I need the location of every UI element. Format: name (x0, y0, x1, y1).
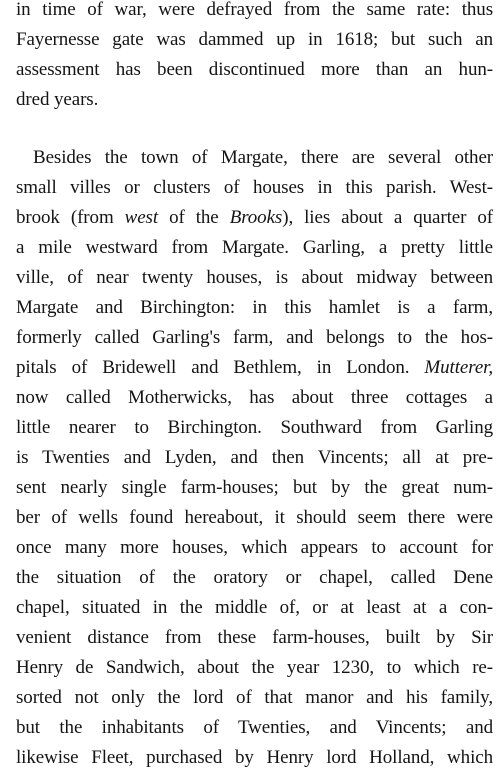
text-line: Fayernesse gate was dammed up in 1618; but such an (16, 29, 493, 50)
text-line: Henry de Sandwich, about the year 1230, to which re- (16, 657, 493, 678)
text-line: is Twenties and Lyden, and then Vincents; all at pre- (16, 447, 493, 468)
text-line: formerly called Garling's farm, and belongs to the hos- (16, 327, 493, 348)
text-line: sent nearly single farm-houses; but by the great num- (16, 477, 493, 498)
text-line: small villes or clusters of houses in this parish. West- (16, 177, 493, 198)
text-line: sorted not only the lord of that manor and his family, (16, 687, 493, 708)
text-line: ville, of near twenty houses, is about midway between (16, 267, 493, 288)
text-line-with-italics: brook (from west of the Brooks), lies about a quarter of (16, 207, 493, 228)
text-line: dred years. (16, 89, 99, 110)
italic-word: Brooks (229, 207, 283, 228)
text-line: now called Motherwicks, has about three cottages a (16, 387, 493, 408)
text-line: but the inhabitants of Twenties, and Vincents; and (16, 717, 493, 738)
italic-word: Mutterer, (424, 357, 493, 378)
text-line: likewise Fleet, purchased by Henry lord Holland, which (16, 747, 493, 768)
italic-word: west (124, 207, 159, 228)
text-line: assessment has been discontinued more than an hun- (16, 59, 493, 80)
text-line: Besides the town of Margate, there are several other (33, 147, 493, 168)
text-line: chapel, situated in the middle of, or at least at a con- (16, 597, 493, 618)
text-line: in time of war, were defrayed from the same rate: thus (16, 0, 493, 20)
text-line: the situation of the oratory or chapel, called Dene (16, 567, 493, 588)
text-line: Margate and Birchington: in this hamlet is a farm, (16, 297, 493, 318)
text-line: a mile westward from Margate. Garling, a pretty little (16, 237, 493, 258)
text-line: ber of wells found hereabout, it should seem there were (16, 507, 493, 528)
text-line: venient distance from these farm-houses, built by Sir (16, 627, 493, 648)
text-line-with-italics: pitals of Bridewell and Bethlem, in London. Mutterer, (16, 357, 493, 378)
text-line: once many more houses, which appears to account for (16, 537, 493, 558)
text-line: little nearer to Birchington. Southward from Garling (16, 417, 493, 438)
